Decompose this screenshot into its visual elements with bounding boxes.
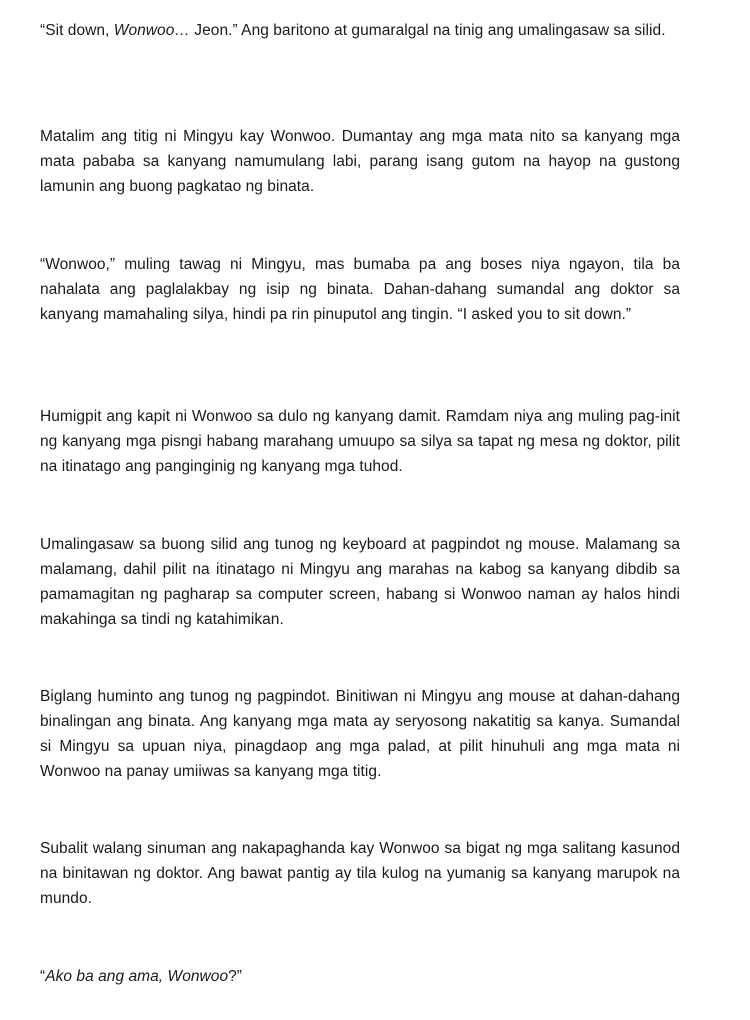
paragraph-1-name-italic: Wonwoo… xyxy=(113,22,195,39)
paragraph-4: Humigpit ang kapit ni Wonwoo sa dulo ng kanyang damit. Ramdam niya ang muling pag-init ng kanyang mga pisngi habang marahang umuupo sa silya sa tapat ng mesa ng doktor, pilit na itinatago ang panginginig ng kanyang mga tuhod. xyxy=(40,408,680,475)
paragraph-5: Umalingasaw sa buong silid ang tunog ng keyboard at pagpindot ng mouse. Malamang sa malamang, dahil pilit na itinatago ni Mingyu ang marahas na kabog sa kanyang dibdib sa pamamagitan ng pagharap sa computer screen, habang si Wonwoo naman ay halos hindi makahinga sa tindi ng katahimikan. xyxy=(40,536,680,628)
paragraph-1 xyxy=(40,18,666,43)
paragraph-8-close: ?” xyxy=(228,968,243,985)
paragraph-8-open: “ xyxy=(40,968,46,985)
paragraph-2: Matalim ang titig ni Mingyu kay Wonwoo. Dumantay ang mga mata nito sa kanyang mga mata pababa sa kanyang namumulang labi, parang isang gutom na hayop na gustong lamunin ang buong pagkatao ng binata. xyxy=(40,128,680,195)
paragraph-8 xyxy=(40,964,242,989)
paragraph-1-rest: Jeon.” Ang baritono at gumaralgal na tinig ang umalingasaw sa silid. xyxy=(194,22,666,39)
paragraph-8-italic-line: Ako ba ang ama, Wonwoo xyxy=(45,968,229,985)
paragraph-7: Subalit walang sinuman ang nakapaghanda kay Wonwoo sa bigat ng mga salitang kasunod na binitawan ng doktor. Ang bawat pantig ay tila kulog na yumanig sa kanyang marupok na mundo. xyxy=(40,840,680,907)
paragraph-6: Biglang huminto ang tunog ng pagpindot. Binitiwan ni Mingyu ang mouse at dahan-dahang binalingan ang binata. Ang kanyang mga mata ay seryosong nakatitig sa kanya. Sumandal si Mingyu sa upuan niya, pinagdaop ang mga palad, at pilit hinuhuli ang mga mata ni Wonwoo na panay umiiwas sa kanyang mga titig. xyxy=(40,688,680,780)
paragraph-1-open: “Sit down, xyxy=(40,22,114,39)
paragraph-3: “Wonwoo,” muling tawag ni Mingyu, mas bumaba pa ang boses niya ngayon, tila ba nahalata ang paglalakbay ng isip ng binata. Dahan-dahang sumandal ang doktor sa kanyang mamahaling silya, hindi pa rin pinuputol ang tingin. “I asked you to sit down.” xyxy=(40,256,680,323)
